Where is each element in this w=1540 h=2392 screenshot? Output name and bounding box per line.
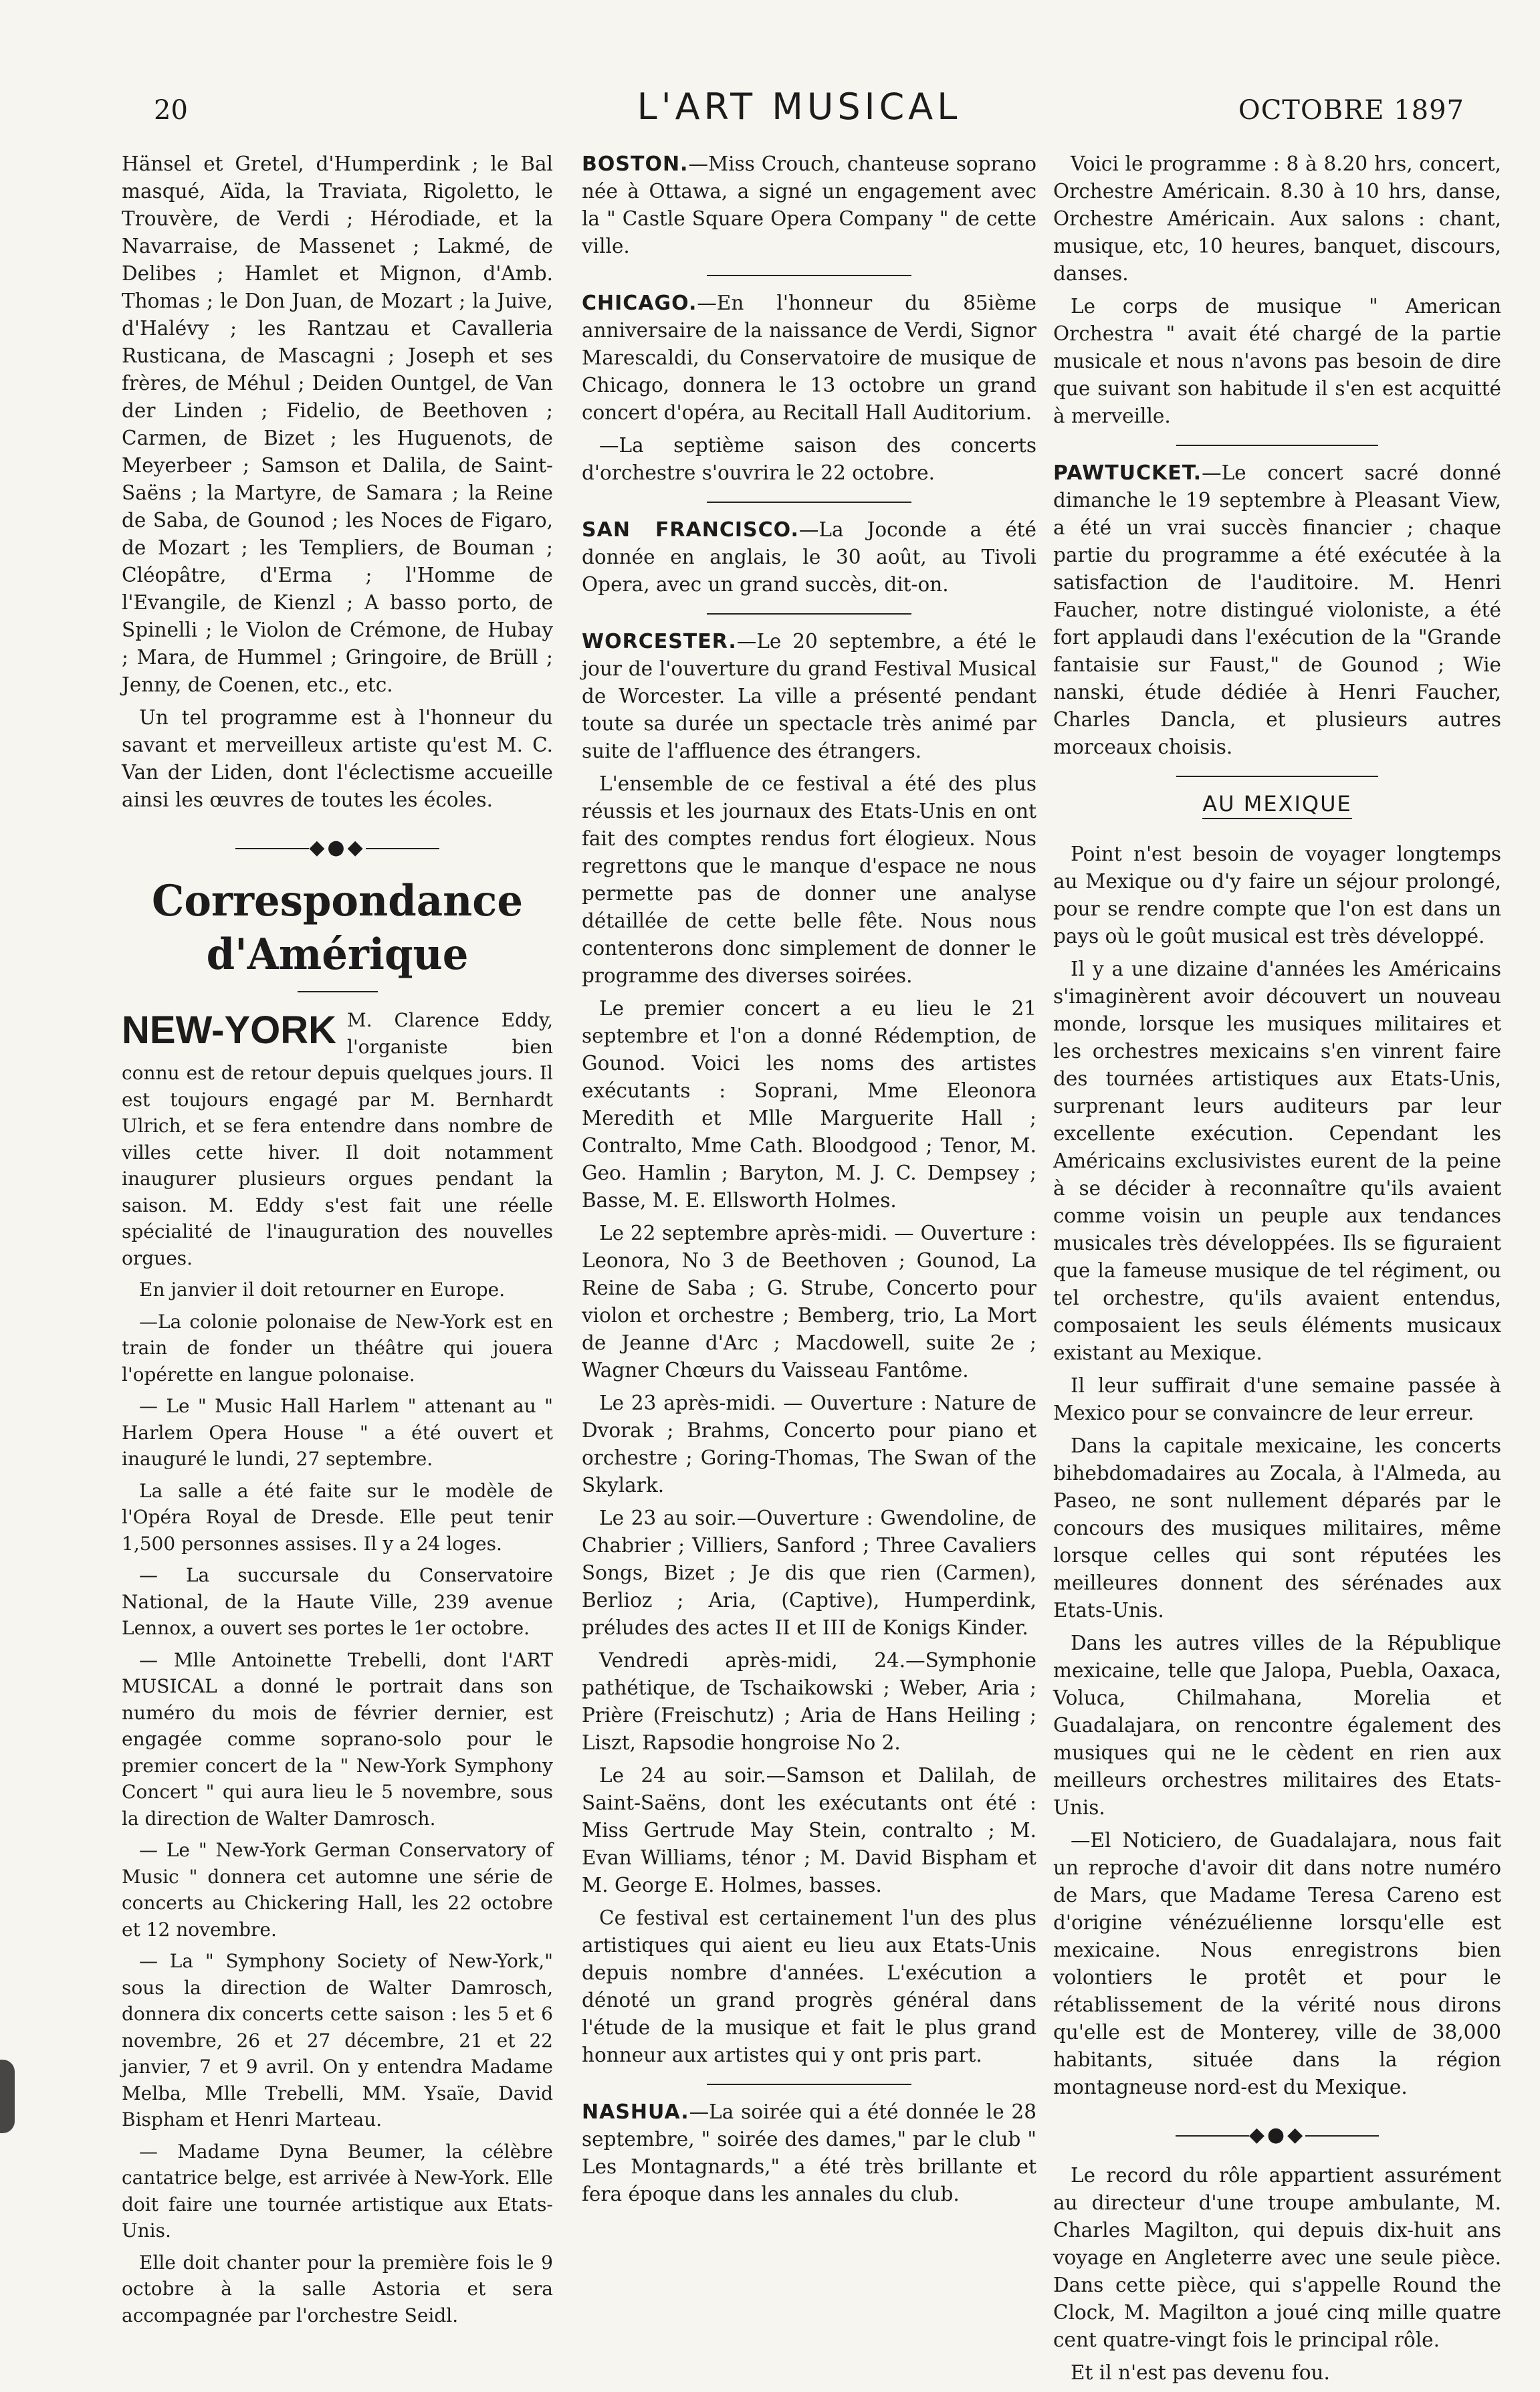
ornament-glyph: ◆●◆ <box>1248 2123 1306 2147</box>
binding-mark <box>0 2060 15 2133</box>
newyork-paragraph: En janvier il doit retourner en Europe. <box>139 1279 506 1301</box>
worcester-paragraph: Vendredi après-midi, 24.—Symphonie pathétique, de Tschaikowski ; Weber, Aria ; Prière (Freischutz) ; Aria de Hans Heiling ; Liszt, Rapsodie hongroise No 2. <box>582 1649 1036 1754</box>
opera-list-paragraph: Hänsel et Gretel, d'Humperdink ; le Bal masqué, Aïda, la Traviata, Rigoletto, le Trouvère, de Verdi ; Hérodiade, et la Navarraise, de Massenet ; Lakmé, de Delibes ; Hamlet et Mignon, d'Amb. Thomas ; le Don Juan, de Mozart ; la Juive, d'Halévy ; les Rantzau et Cavalleria Rusticana, de Mascagni ; Joseph et ses frères, de Méhul ; Deiden Ountgel, de Van der Linden ; Fidelio, de Beethoven ; Carmen, de Bizet ; les Huguenots, de Meyerbeer ; Samson et Dalila, de Saint-Saëns ; la Martyre, de Samara ; la Reine de Saba, de Gounod ; les Noces de Figaro, de Mozart ; les Templiers, de Bouman ; Cléopâtre, d'Erma ; l'Homme de l'Evangile, de Kienzl ; A basso porto, de Spinelli ; le Violon de Crémone, de Hubay ; Mara, de Hummel ; Gringoire, de Brüll ; Jenny, de Coenen, etc., etc. <box>122 152 553 696</box>
newyork-paragraph: — Madame Dyna Beumer, la célèbre cantatrice belge, est arrivée à New-York. Elle doit faire une tournée artistique aux Etats-Unis. <box>122 2140 553 2242</box>
newyork-paragraph: —La colonie polonaise de New-York est en train de fonder un théâtre qui jouera l'opérette en langue polonaise. <box>122 1310 553 1386</box>
boston-item <box>582 150 1036 260</box>
mexique-heading <box>1053 790 1501 818</box>
mexique-paragraph: Il leur suffirait d'une semaine passée à Mexico pour se convaincre de leur erreur. <box>1053 1374 1501 1424</box>
record-paragraph: Et il n'est pas devenu fou. <box>1071 2361 1330 2384</box>
column-3 <box>1053 150 1501 2392</box>
page-number: 20 <box>154 95 188 126</box>
worcester-paragraph: Le 24 au soir.—Samson et Dalilah, de Saint-Saëns, dont les exécutants ont été : Miss Gertrude May Stein, contralto ; M. Evan Williams, ténor ; M. David Bispham et M. George E. Holmes, basses. <box>582 1764 1036 1896</box>
newyork-paragraph: — La succursale du Conservatoire National, de la Haute Ville, 239 avenue Lennox, a ouvert ses portes le 1er octobre. <box>122 1564 553 1639</box>
issue-date: OCTOBRE 1897 <box>1238 95 1464 126</box>
sanfrancisco-text: —La Joconde a été donnée en anglais, le 30 août, au Tivoli Opera, avec un grand succès, dit-on. <box>582 518 1036 596</box>
ornament-glyph: ◆●◆ <box>309 836 366 859</box>
city-heading: WORCESTER. <box>582 630 737 653</box>
city-heading: BOSTON. <box>582 152 689 176</box>
divider-rule <box>1176 445 1378 446</box>
divider-rule <box>707 2084 911 2085</box>
pawtucket-item <box>1053 459 1501 761</box>
ornament-divider <box>1053 2121 1501 2149</box>
mexique-paragraph: —El Noticiero, de Guadalajara, nous fait un reproche d'avoir dit dans notre numéro de Mars, que Madame Teresa Careno est d'origine vénézuélienne lorsqu'elle est mexicaine. Nous enregistrons bien volontiers le protêt et pour le rétablissement de la vérité nous dirons qu'elle est de Monterey, ville de 38,000 habitants, située dans la région montagneuse nord-est du Mexique. <box>1053 1829 1501 2098</box>
worcester-paragraph: Le 23 au soir.—Ouverture : Gwendoline, de Chabrier ; Villiers, Sanford ; Three Cavaliers Songs, Bizet ; Je dis que rien (Carmen), Berlioz ; Aria, (Captive), Humperdink, préludes des actes II et III de Konigs Kinder. <box>582 1507 1036 1639</box>
nashua-text: —La soirée qui a été donnée le 28 septembre, " soirée des dames," par le club " Les Montagnards," a été très brillante et fera époque dans les annales du club. <box>582 2100 1036 2205</box>
masthead: L'ART MUSICAL <box>637 86 962 128</box>
boston-text: —Miss Crouch, chanteuse soprano née à Ottawa, a signé un engagement avec la " Castle Square Opera Company " de cette ville. <box>582 152 1036 257</box>
program-paragraph: Le corps de musique " American Orchestra " avait été chargé de la partie musicale et nous n'avons pas besoin de dire que suivant son habitude il s'en est acquitté à merveille. <box>1053 295 1501 427</box>
worcester-paragraph: Ce festival est certainement l'un des plus artistiques qui aient eu lieu aux Etats-Unis depuis nombre d'années. L'exécution a dénoté un grand progrès général dans l'étude de la musique et fait le plus grand honneur aux artistes qui y ont pris part. <box>582 1907 1036 2066</box>
divider-rule <box>1176 776 1378 777</box>
record-paragraph: Le record du rôle appartient assurément au directeur d'une troupe ambulante, M. Charles Magilton, qui depuis dix-huit ans voyage en Angleterre avec une seule pièce. Dans cette pièce, qui s'appelle Round the Clock, M. Magilton a joué cinq mille quatre cent quatre-vingt fois le principal rôle. <box>1053 2164 1501 2351</box>
worcester-paragraph: Le premier concert a eu lieu le 21 septembre et l'on a donné Rédemption, de Gounod. Voici les noms des artistes exécutants : Soprani, Mme Eleonora Meredith et Mlle Marguerite Hall ; Contralto, Mme Cath. Bloodgood ; Tenor, M. Geo. Hamlin ; Baryton, M. J. C. Dempsey ; Basse, M. E. Ellsworth Holmes. <box>582 997 1036 1212</box>
newyork-paragraph: Elle doit chanter pour la première fois le 9 octobre à la salle Astoria et sera accompagnée par l'orchestre Seidl. <box>122 2251 553 2326</box>
section-title: Correspondance d'Amérique <box>151 876 524 980</box>
city-heading: PAWTUCKET. <box>1053 461 1202 485</box>
ornament-divider <box>122 834 553 861</box>
newyork-paragraph: — Le " New-York German Conservatory of Music " donnera cet automne une série de concerts au Chickering Hall, les 22 octobre et 12 novembre. <box>122 1839 553 1941</box>
divider-rule <box>707 275 911 276</box>
page-header <box>134 86 1464 139</box>
mexique-paragraph: Il y a une dizaine d'années les Américains s'imaginèrent avoir découvert un nouveau monde, lorsque les musiques militaires et les orchestres mexicains s'en vinrent faire des tournées artistiques aux Etats-Unis, surprenant leurs auditeurs par leur excellente exécution. Cependant les Américains exclusivistes eurent de la peine à se décider à reconnaître qu'ils avaient comme voisin un peuple aux tendances musicales très développées. Ils se figuraient que la fameuse musique de tel régiment, ou tel orchestre, qu'ils avaient entendus, composaient les seuls éléments musicaux existant au Mexique. <box>1053 958 1501 1364</box>
program-paragraph: Voici le programme : 8 à 8.20 hrs, concert, Orchestre Américain. 8.30 à 10 hrs, danse, Orchestre Américain. Aux salons : chant, musique, etc, 10 heures, banquet, discours, danses. <box>1053 152 1501 285</box>
newyork-paragraph: — Mlle Antoinette Trebelli, dont l'ART MUSICAL a donné le portrait dans son numéro du mois de février dernier, est engagée comme soprano-solo pour le premier concert de la " New-York Symphony Concert " qui aura lieu le 5 novembre, sous la direction de Walter Damrosch. <box>122 1648 553 1830</box>
newyork-paragraph: — Le " Music Hall Harlem " attenant au " Harlem Opera House " a été ouvert et inauguré le lundi, 27 septembre. <box>122 1395 553 1470</box>
divider-rule <box>707 502 911 503</box>
title-rule <box>298 991 378 992</box>
newyork-paragraph: M. Clarence Eddy, l'organiste bien connu est de retour depuis quelques jours. Il est toujours engagé par M. Bernhardt Ulrich, et se fera entendre dans nombre de villes cette hiver. Il doit notamment inaugurer plusieurs orgues pendant la saison. M. Eddy s'est fait une réelle spécialité de l'inauguration des nouvelles orgues. <box>122 1009 553 1269</box>
nashua-item <box>582 2098 1036 2208</box>
worcester-item <box>582 628 1036 765</box>
newyork-paragraph: La salle a été faite sur le modèle de l'Opéra Royal de Dresde. Elle peut tenir 1,500 personnes assises. Il y a 24 loges. <box>122 1479 553 1555</box>
divider-rule <box>707 613 911 615</box>
mexique-title: AU MEXIQUE <box>1202 791 1352 819</box>
city-heading: SAN FRANCISCO. <box>582 518 799 542</box>
tribute-paragraph: Un tel programme est à l'honneur du savant et merveilleux artiste qu'est M. C. Van der Liden, dont l'éclectisme accueille ainsi les œuvres de toutes les écoles. <box>122 706 553 811</box>
mexique-paragraph: Point n'est besoin de voyager longtemps au Mexique ou d'y faire un séjour prolongé, pour se rendre compte que l'on est dans un pays où le goût musical est très développé. <box>1053 843 1501 948</box>
chicago-paragraph: —La septième saison des concerts d'orchestre s'ouvrira le 22 octobre. <box>582 434 1036 484</box>
worcester-paragraph: L'ensemble de ce festival a été des plus réussis et les journaux des Etats-Unis en ont fait des comptes rendus fort élogieux. Nous regrettons que le manque d'espace ne nous permette pas de donner une analyse détaillée de cette belle fête. Nous nous contenterons donc simplement de donner le programme des diverses soirées. <box>582 772 1036 987</box>
city-heading: NASHUA. <box>582 2100 689 2124</box>
column-2 <box>582 150 1036 2213</box>
worcester-paragraph: Le 23 après-midi. — Ouverture : Nature de Dvorak ; Brahms, Concerto pour piano et orchestre ; Goring-Thomas, The Swan of the Skylark. <box>582 1392 1036 1497</box>
chicago-text: —En l'honneur du 85ième anniversaire de la naissance de Verdi, Signor Marescaldi, du Conservatoire de musique de Chicago, donnera le 13 octobre un grand concert d'opéra, au Recitall Hall Auditorium. <box>582 292 1036 424</box>
worcester-paragraph: Le 22 septembre après-midi. — Ouverture : Leonora, No 3 de Beethoven ; Gounod, La Reine de Saba ; G. Strube, Concerto pour violon et orchestre ; Bemberg, trio, La Mort de Jeanne d'Arc ; Macdowell, suite 2e ; Wagner Chœurs du Vaisseau Fantôme. <box>582 1222 1036 1382</box>
newyork-heading: NEW-YORK <box>122 1008 337 1052</box>
city-heading: CHICAGO. <box>582 292 697 315</box>
pawtucket-text: —Le concert sacré donné dimanche le 19 septembre à Pleasant View, a été un vrai succès financier ; chaque partie du programme a été exécutée à la satisfaction de l'auditoire. M. Henri Faucher, notre distingué violoniste, a été fort applaudi dans l'exécution de la "Grande fantaisie sur Faust," de Gounod ; Wie nanski, étude dédiée à Henri Faucher, Charles Dancla, et plusieurs autres morceaux choisis. <box>1053 461 1501 758</box>
worcester-text: —Le 20 septembre, a été le jour de l'ouverture du grand Festival Musical de Worcester. La ville a présenté pendant toute sa durée un spectacle très animé par suite de l'affluence des étrangers. <box>582 630 1036 762</box>
mexique-paragraph: Dans la capitale mexicaine, les concerts bihebdomadaires au Zocala, à l'Almeda, au Paseo, ne sont nullement déparés par le concours des musiques militaires, même lorsque celles qui sont réputées les meilleures donnent des sérénades aux Etats-Unis. <box>1053 1434 1501 1622</box>
sanfrancisco-item <box>582 516 1036 599</box>
newyork-paragraph: — La " Symphony Society of New-York," sous la direction de Walter Damrosch, donnera dix concerts cette saison : les 5 et 6 novembre, 26 et 27 décembre, 21 et 22 janvier, 7 et 9 avril. On y entendra Madame Melba, Mlle Trebelli, MM. Ysaïe, David Bispham et Henri Marteau. <box>122 1950 553 2131</box>
chicago-item <box>582 290 1036 427</box>
mexique-paragraph: Dans les autres villes de la République mexicaine, telle que Jalopa, Puebla, Oaxaca, Voluca, Chilmahana, Morelia et Guadalajara, on rencontre également des musiques qui ne le cèdent en rien aux meilleurs orchestres militaires des Etats-Unis. <box>1053 1632 1501 1819</box>
column-1 <box>122 150 553 2334</box>
